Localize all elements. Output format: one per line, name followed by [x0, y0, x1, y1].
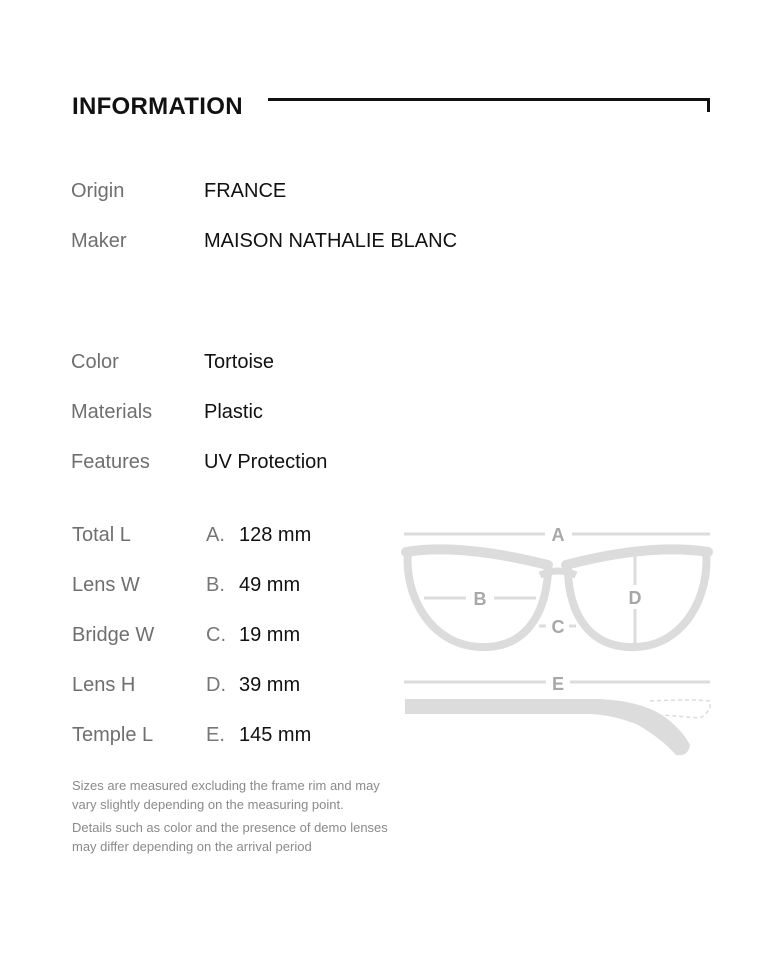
temple-length-value: 145 mm	[239, 724, 312, 746]
materials-label: Materials	[71, 401, 153, 423]
total-length-letter: A.	[206, 524, 225, 546]
measurement-note: Sizes are measured excluding the frame rim and may vary slightly depending on the measuring point.	[72, 778, 380, 812]
bridge-width-label: Bridge W	[72, 624, 155, 646]
lens-width-letter: B.	[206, 574, 225, 596]
temple-length-letter: E.	[206, 724, 225, 746]
lens-height-value: 39 mm	[239, 674, 301, 696]
diagram-label-e: E	[551, 674, 565, 694]
lens-width-value: 49 mm	[239, 574, 301, 596]
total-length-label: Total L	[72, 524, 131, 546]
diagram-label-a: A	[551, 525, 565, 545]
heading-rule-tick	[707, 98, 710, 112]
diagram-label-d: D	[628, 588, 642, 608]
origin-value: FRANCE	[204, 180, 287, 202]
color-value: Tortoise	[204, 351, 275, 373]
temple-length-label: Temple L	[72, 724, 154, 746]
information-heading: INFORMATION	[72, 93, 243, 120]
materials-value: Plastic	[204, 401, 263, 423]
color-label: Color	[71, 351, 119, 373]
glasses-temple-icon	[405, 699, 690, 755]
maker-value: MAISON NATHALIE BLANC	[204, 230, 458, 252]
bridge-width-letter: C.	[206, 624, 226, 646]
heading-rule	[268, 98, 710, 101]
features-label: Features	[71, 451, 150, 473]
lens-width-label: Lens W	[72, 574, 140, 596]
bridge-width-value: 19 mm	[239, 624, 301, 646]
total-length-value: 128 mm	[239, 524, 312, 546]
maker-label: Maker	[71, 230, 127, 252]
glasses-size-diagram	[400, 515, 720, 765]
diagram-label-c: C	[551, 617, 565, 637]
features-value: UV Protection	[204, 451, 328, 473]
lens-height-label: Lens H	[72, 674, 136, 696]
details-note: Details such as color and the presence of demo lenses may differ depending on the arrival period	[72, 820, 388, 854]
origin-label: Origin	[71, 180, 125, 202]
lens-height-letter: D.	[206, 674, 226, 696]
diagram-label-b: B	[473, 589, 487, 609]
